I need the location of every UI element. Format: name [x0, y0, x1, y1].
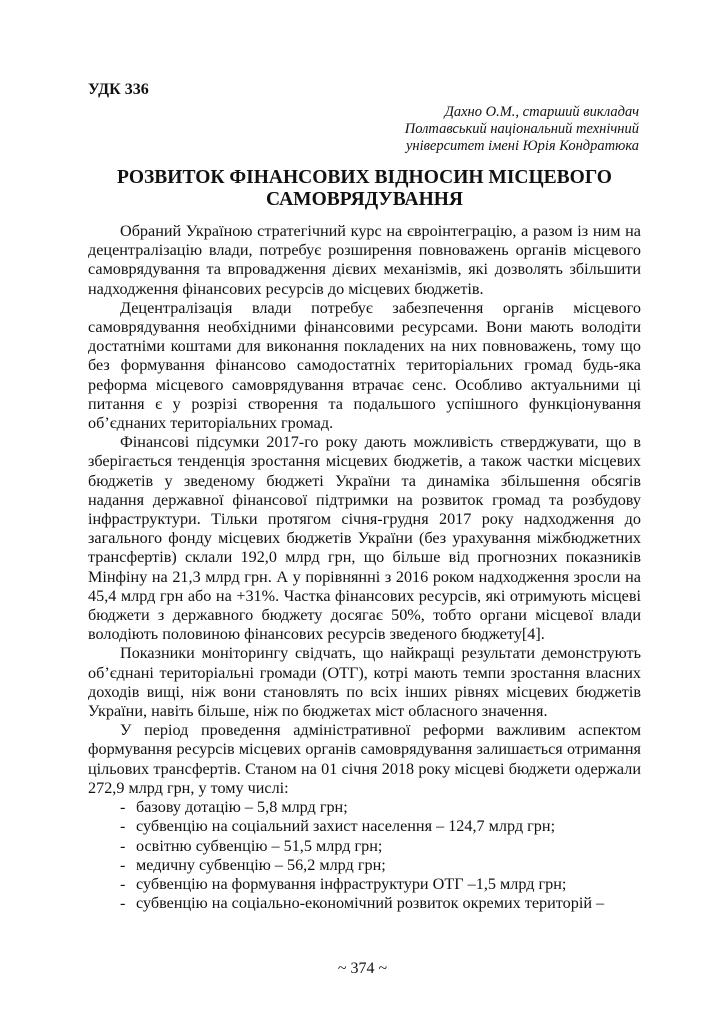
list-item-text: субвенцію на соціально-економічний розвиток окремих територій – [136, 894, 605, 913]
bullet-dash: - [120, 855, 126, 874]
paragraph-4: Показники моніторингу свідчать, що найкращі результати демонструють об’єднані територіальні громади (ОТГ), котрі мають темпи зростання власних доходів вищі, ніж вони становлять по всіх інших рівнях місцевих бюджетів України, навіть більше, ніж по бюджетах міст обласного значення. [88, 644, 641, 721]
list-item-text: субвенцію на формування інфраструктури ОТГ –1,5 млрд грн; [136, 874, 567, 893]
list-item-text: освітню субвенцію – 51,5 млрд грн; [136, 836, 383, 855]
transfer-list [88, 798, 641, 913]
bullet-dash: - [120, 874, 126, 893]
bullet-dash: - [120, 894, 126, 913]
paragraph-5: У період проведення адміністративної реформи важливим аспектом формування ресурсів місцевих органів самоврядування залишається отримання цільових трансфертів. Станом на 01 січня 2018 року місцеві бюджети одержали 272,9 млрд грн, у тому числі: [88, 721, 641, 797]
paragraph-3: Фінансові підсумки 2017-го року дають можливість стверджувати, що в зберігається тенденція зростання місцевих бюджетів, а також частки місцевих бюджетів у зведеному бюджеті України та динаміка збільшення обсягів надання державної фінансової підтримки на розвиток громад та розбудову інфраструктури. Тільки протягом січня-грудня 2017 року надходження до загального фонду місцевих бюджетів України (без урахування міжбюджетних трансфертів) склали 192,0 млрд грн, що більше від прогнозних показників Мінфіну на 21,3 млрд грн. А у порівнянні з 2016 роком надходження зросли на 45,4 млрд грн або на +31%. Частка фінансових ресурсів, які отримують місцеві бюджети з державного бюджету досягає 50%, тобто органи місцевої влади володіють половиною фінансових ресурсів зведеного бюджету[4]. [88, 433, 641, 644]
paragraph-1: Обраний Україною стратегічний курс на євроінтеграцію, а разом із ним на децентралізацію влади, потребує розширення повноважень органів місцевого самоврядування та впровадження дієвих механізмів, які дозволять збільшити надходження фінансових ресурсів до місцевих бюджетів. [88, 222, 641, 298]
list-item-text: медичну субвенцію – 56,2 млрд грн; [136, 855, 386, 874]
list-item [88, 875, 641, 894]
list-item [88, 798, 641, 817]
list-item [88, 837, 641, 856]
paper-title [88, 167, 641, 211]
list-item-text: базову дотацію – 5,8 млрд грн; [136, 798, 348, 817]
paragraph-2: Децентралізація влади потребує забезпечення органів місцевого самоврядування необхідними фінансовими ресурсами. Вони мають володіти достатніми коштами для виконання покладених на них повноважень, тому що без формування фінансово самодостатніх територіальних громад будь-яка реформа місцевого самоврядування втрачає сенс. Особливо актуальними ці питання є у розрізі створення та подальшого успішного функціонування об’єднаних територіальних громад. [88, 298, 641, 433]
list-item [88, 894, 641, 913]
bullet-dash: - [120, 817, 126, 836]
author-affiliation-line1: Полтавський національний технічний [404, 121, 639, 137]
title-line-1: РОЗВИТОК ФІНАНСОВИХ ВІДНОСИН МІСЦЕВОГО [117, 167, 612, 188]
bullet-dash: - [120, 836, 126, 855]
author-block [88, 104, 639, 155]
author-name: Дахно О.М., старший викладач [444, 104, 639, 120]
author-affiliation-line2: університет імені Юрія Кондратюка [405, 138, 639, 154]
bullet-dash: - [120, 798, 126, 817]
list-item-text: субвенцію на соціальний захист населення – 124,7 млрд грн; [136, 817, 556, 836]
title-line-2: САМОВРЯДУВАННЯ [265, 189, 464, 210]
page-number: ~ 374 ~ [337, 960, 388, 977]
list-item [88, 817, 641, 836]
udk-code: УДК 336 [88, 81, 149, 98]
list-item [88, 856, 641, 875]
paper-page [88, 80, 641, 913]
